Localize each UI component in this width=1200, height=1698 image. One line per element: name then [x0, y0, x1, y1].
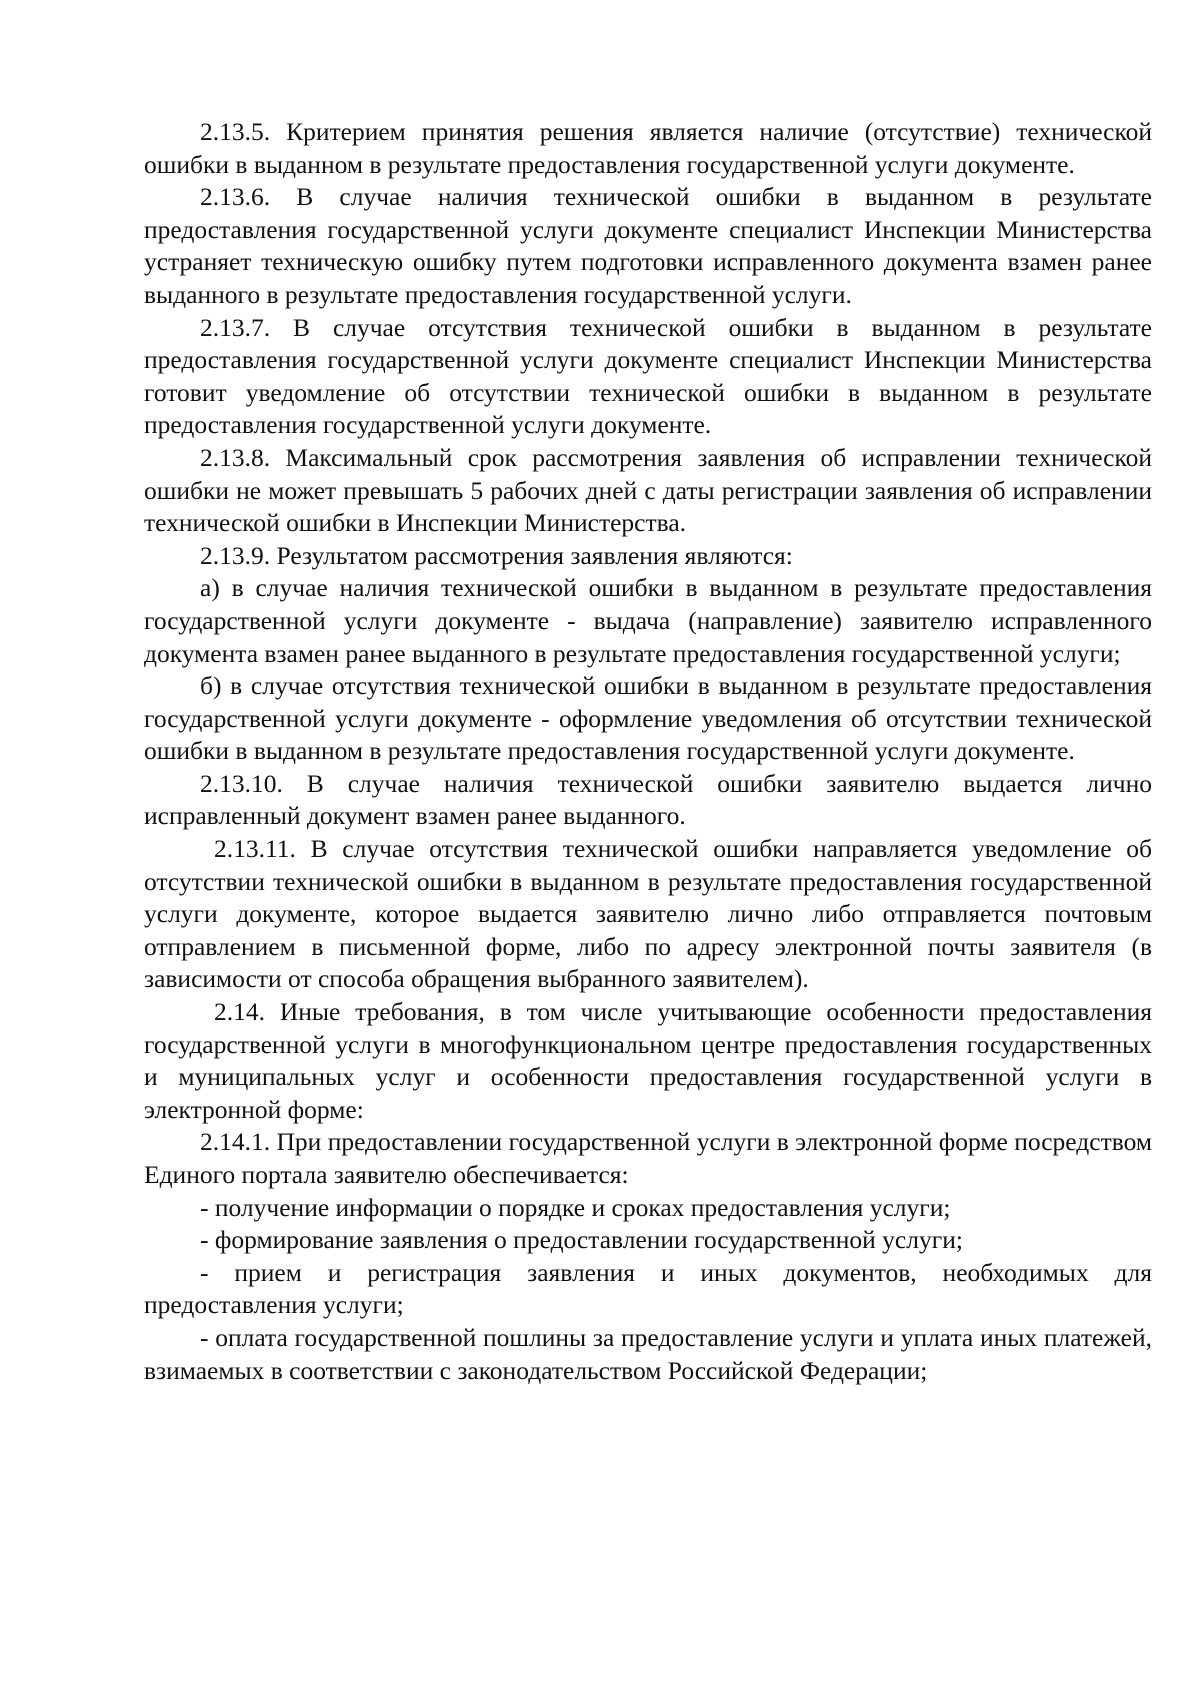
paragraph-2-13-5: 2.13.5. Критерием принятия решения является наличие (отсутствие) технической ошибки в выданном в результате предоставления государственной услуги документе.: [144, 117, 1152, 179]
list-item-application-forming: - формирование заявления о предоставлении государственной услуги;: [200, 1225, 963, 1255]
paragraph-2-13-7: 2.13.7. В случае отсутствия технической ошибки в выданном в результате предоставления государственной услуги документе специалист Инспекции Министерства готовит уведомление об отсутствии технической ошибки в выданном в результате предоставления государственной услуги документе.: [144, 312, 1152, 440]
paragraph-2-13-11: 2.13.11. В случае отсутствия технической ошибки направляется уведомление об отсутствии технической ошибки в выданном в результате предоставления государственной услуги документе, которое выдается заявителю лично либо отправляется почтовым отправлением в письменной форме, либо по адресу электронной почты заявителя (в зависимости от способа обращения выбранного заявителем).: [144, 834, 1152, 994]
paragraph-2-13-6: 2.13.6. В случае наличия технической ошибки в выданном в результате предоставления государственной услуги документе специалист Инспекции Министерства устраняет техническую ошибку путем подготовки исправленного документа взамен ранее выданного в результате предоставления государственной услуги.: [144, 182, 1152, 309]
paragraph-2-14: 2.14. Иные требования, в том числе учитывающие особенности предоставления государственной услуги в многофункциональном центре предоставления государственных и муниципальных услуг и особенности предоставления государственной услуги в электронной форме:: [144, 997, 1152, 1124]
paragraph-2-13-9-a: а) в случае наличия технической ошибки в выданном в результате предоставления государственной услуги документе - выдача (направление) заявителю исправленного документа взамен ранее выданного в результате предоставления государственной услуги;: [144, 573, 1152, 668]
paragraph-2-13-9-b: б) в случае отсутствия технической ошибки в выданном в результате предоставления государственной услуги документе - оформление уведомления об отсутствии технической ошибки в выданном в результате предоставления государственной услуги документе.: [144, 671, 1152, 766]
paragraph-2-14-1: 2.14.1. При предоставлении государственной услуги в электронной форме посредством Единого портала заявителю обеспечивается:: [144, 1127, 1152, 1189]
list-item-information: - получение информации о порядке и сроках предоставления услуги;: [200, 1192, 951, 1222]
list-item-payment: - оплата государственной пошлины за предоставление услуги и уплата иных платежей, взимаемых в соответствии с законодательством Российской Федерации;: [144, 1322, 1152, 1385]
paragraph-2-13-8: 2.13.8. Максимальный срок рассмотрения заявления об исправлении технической ошибки не может превышать 5 рабочих дней с даты регистрации заявления об исправлении технической ошибки в Инспекции Министерства.: [144, 442, 1152, 538]
list-item-registration: - прием и регистрация заявления и иных документов, необходимых для предоставления услуги;: [144, 1257, 1152, 1320]
paragraph-2-13-10: 2.13.10. В случае наличия технической ошибки заявителю выдается лично исправленный документ взамен ранее выданного.: [144, 768, 1152, 831]
document-page: [144, 116, 1152, 1387]
paragraph-2-13-9: 2.13.9. Результатом рассмотрения заявления являются:: [200, 540, 793, 570]
